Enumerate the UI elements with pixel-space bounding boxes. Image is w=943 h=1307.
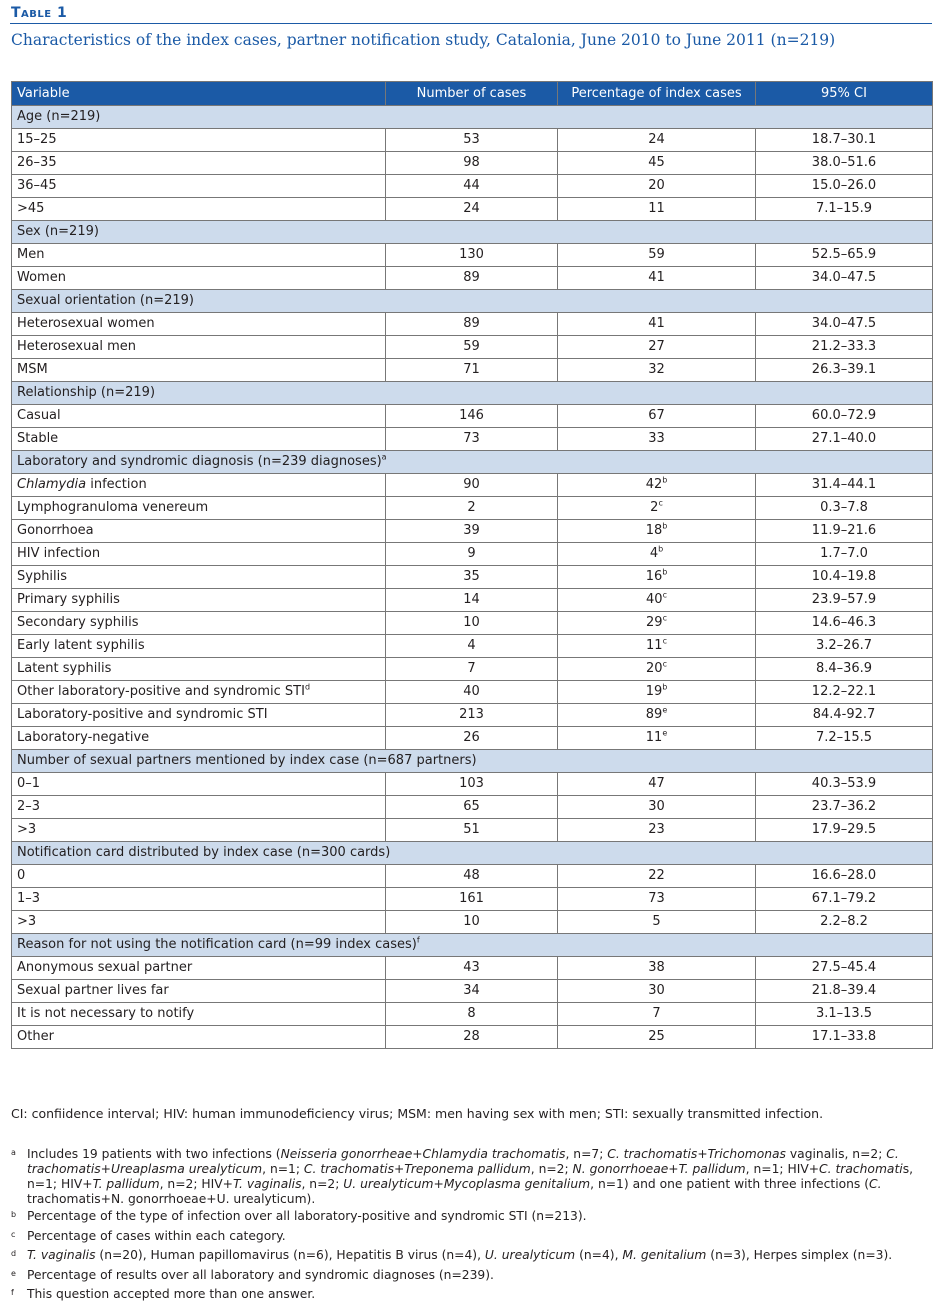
variable-cell — [12, 267, 386, 290]
section-row — [12, 382, 933, 405]
number-cell: 8 — [386, 1003, 558, 1026]
table-label: Table 1 — [11, 5, 68, 21]
variable-cell — [12, 980, 386, 1003]
table-body — [12, 106, 933, 1049]
ci-cell: 26.3–39.1 — [756, 359, 933, 382]
section-label: Laboratory and syndromic diagnosis (n=239 diagnoses)$^a$ — [12, 451, 933, 474]
footnote-text: Percentage of the type of infection over all laboratory-positive and syndromic STI (n=213). — [27, 1209, 587, 1223]
ci-cell: 23.7–36.2 — [756, 796, 933, 819]
table-row — [12, 129, 933, 152]
ci-cell: 17.1–33.8 — [756, 1026, 933, 1049]
percentage-cell: 11$^c$ — [558, 635, 756, 658]
number-cell: 39 — [386, 520, 558, 543]
variable-cell — [12, 152, 386, 175]
table-row — [12, 911, 933, 934]
footnote-mark: a — [11, 1148, 16, 1157]
variable-cell — [12, 796, 386, 819]
table-row — [12, 313, 933, 336]
variable-cell — [12, 589, 386, 612]
variable-cell — [12, 727, 386, 750]
variable-cell — [12, 773, 386, 796]
variable-cell — [12, 359, 386, 382]
number-cell: 24 — [386, 198, 558, 221]
percentage-cell: 30 — [558, 980, 756, 1003]
variable-label: Chlamydia — [17, 477, 87, 492]
ci-cell: 60.0–72.9 — [756, 405, 933, 428]
number-cell: 40 — [386, 681, 558, 704]
table-row — [12, 957, 933, 980]
ci-cell: 10.4–19.8 — [756, 566, 933, 589]
variable-label: Syphilis — [17, 569, 68, 584]
number-cell: 130 — [386, 244, 558, 267]
ci-cell: 3.1–13.5 — [756, 1003, 933, 1026]
ci-cell: 16.6–28.0 — [756, 865, 933, 888]
variable-cell — [12, 474, 386, 497]
number-cell: 71 — [386, 359, 558, 382]
footnote-marker: b — [662, 475, 668, 485]
percentage-cell: 30 — [558, 796, 756, 819]
percentage-cell: 29$^c$ — [558, 612, 756, 635]
variable-cell — [12, 888, 386, 911]
table-row — [12, 704, 933, 727]
footnote-marker: c — [662, 659, 667, 669]
table-row — [12, 658, 933, 681]
percentage-cell: 22 — [558, 865, 756, 888]
section-row — [12, 290, 933, 313]
percentage-cell: 40$^c$ — [558, 589, 756, 612]
number-cell: 89 — [386, 267, 558, 290]
variable-label: Early latent syphilis — [17, 638, 145, 653]
variable-label-rest: infection — [86, 477, 147, 492]
footnote-marker: c — [662, 636, 667, 646]
percentage-cell: 73 — [558, 888, 756, 911]
footnote-mark: c — [11, 1230, 16, 1239]
footnote-mark: f — [11, 1288, 14, 1297]
table-row — [12, 681, 933, 704]
characteristics-table — [11, 81, 933, 1049]
ci-cell: 21.8–39.4 — [756, 980, 933, 1003]
variable-label: Other laboratory-positive and syndromic STI — [17, 684, 305, 699]
footnote — [11, 1287, 931, 1302]
section-label: Notification card distributed by index case (n=300 cards) — [12, 842, 933, 865]
variable-cell — [12, 957, 386, 980]
variable-cell — [12, 658, 386, 681]
table-row — [12, 727, 933, 750]
ci-cell: 34.0–47.5 — [756, 267, 933, 290]
table-row — [12, 566, 933, 589]
number-cell: 59 — [386, 336, 558, 359]
footnote-text: Includes 19 patients with two infections (Neisseria gonorrheae+Chlamydia trachomatis, n=7; C. trachomatis+Trichomonas vaginalis, n=2; C. trachomatis+Ureaplasma urealyticum, n=1; C. trachomatis+Treponema pallidum, n=2; N. gonorrhoeae+T. pallidum, n=1; HIV+C. trachomatis, n=1; HIV+T. pallidum, n=2; HIV+T. vaginalis, n=2; U. urealyticum+Mycoplasma genitalium, n=1) and one patient with three infections (C. trachomatis+N. gonorrhoeae+U. urealyticum). — [27, 1147, 914, 1206]
variable-label: 1–3 — [17, 891, 41, 906]
ci-cell: 15.0–26.0 — [756, 175, 933, 198]
variable-cell — [12, 313, 386, 336]
variable-label: Heterosexual men — [17, 339, 136, 354]
table-row — [12, 520, 933, 543]
percentage-cell: 59 — [558, 244, 756, 267]
percentage-cell: 7 — [558, 1003, 756, 1026]
ci-cell: 14.6–46.3 — [756, 612, 933, 635]
table-row — [12, 796, 933, 819]
percentage-cell: 18$^b$ — [558, 520, 756, 543]
number-cell: 98 — [386, 152, 558, 175]
ci-cell: 52.5–65.9 — [756, 244, 933, 267]
variable-cell — [12, 819, 386, 842]
variable-label: Casual — [17, 408, 61, 423]
number-cell: 48 — [386, 865, 558, 888]
percentage-cell: 41 — [558, 313, 756, 336]
section-label: Number of sexual partners mentioned by index case (n=687 partners) — [12, 750, 933, 773]
percentage-cell: 32 — [558, 359, 756, 382]
footnote-text: Percentage of cases within each category. — [27, 1229, 286, 1243]
percentage-cell: 25 — [558, 1026, 756, 1049]
ci-cell: 34.0–47.5 — [756, 313, 933, 336]
title-rule — [10, 23, 932, 24]
variable-cell — [12, 1026, 386, 1049]
percentage-cell: 11e — [558, 727, 756, 750]
ci-cell: 18.7–30.1 — [756, 129, 933, 152]
ci-cell: 7.2–15.5 — [756, 727, 933, 750]
table-row — [12, 497, 933, 520]
table-row — [12, 244, 933, 267]
footnote-mark: d — [11, 1249, 17, 1258]
variable-label: Sexual partner lives far — [17, 983, 169, 998]
percentage-cell: 45 — [558, 152, 756, 175]
number-cell: 146 — [386, 405, 558, 428]
number-cell: 34 — [386, 980, 558, 1003]
number-cell: 89 — [386, 313, 558, 336]
percentage-cell: 24 — [558, 129, 756, 152]
percentage-cell: 2$^c$ — [558, 497, 756, 520]
abbreviations-note: CI: confiidence interval; HIV: human immunodeficiency virus; MSM: men having sex with men; STI: sexually transmitted infection. — [11, 1106, 824, 1121]
column-header-ci: 95% CI — [756, 82, 933, 106]
variable-label: 0–1 — [17, 776, 41, 791]
footnote-marker: b — [662, 521, 668, 531]
table-row — [12, 888, 933, 911]
section-row — [12, 750, 933, 773]
percentage-cell: 20$^c$ — [558, 658, 756, 681]
variable-label: 0 — [17, 868, 26, 883]
ci-cell: 1.7–7.0 — [756, 543, 933, 566]
footnote-mark: b — [11, 1210, 17, 1219]
variable-label: Lymphogranuloma venereum — [17, 500, 209, 515]
percentage-cell: 42$^b$ — [558, 474, 756, 497]
footnote — [11, 1248, 931, 1263]
percentage-cell: 89e — [558, 704, 756, 727]
footnote-marker: d — [304, 682, 311, 692]
table-row — [12, 635, 933, 658]
percentage-cell: 67 — [558, 405, 756, 428]
ci-cell: 23.9–57.9 — [756, 589, 933, 612]
section-row — [12, 934, 933, 957]
footnote-text: T. vaginalis (n=20), Human papillomavirus (n=6), Hepatitis B virus (n=4), U. urealyticum (n=4), M. genitalium (n=3), Herpes simplex (n=3). — [27, 1248, 893, 1262]
percentage-cell: 11 — [558, 198, 756, 221]
table-row — [12, 773, 933, 796]
variable-label: Latent syphilis — [17, 661, 112, 676]
footnote-marker: c — [662, 590, 667, 600]
ci-cell: 31.4–44.1 — [756, 474, 933, 497]
footnote — [11, 1209, 931, 1224]
table-row — [12, 819, 933, 842]
ci-cell: 21.2–33.3 — [756, 336, 933, 359]
ci-cell: 11.9–21.6 — [756, 520, 933, 543]
variable-cell — [12, 635, 386, 658]
ci-cell: 8.4–36.9 — [756, 658, 933, 681]
table-row — [12, 589, 933, 612]
number-cell: 28 — [386, 1026, 558, 1049]
number-cell: 35 — [386, 566, 558, 589]
variable-cell — [12, 198, 386, 221]
number-cell: 43 — [386, 957, 558, 980]
variable-label: Heterosexual women — [17, 316, 155, 331]
footnote-marker: c — [662, 613, 667, 623]
number-cell: 65 — [386, 796, 558, 819]
percentage-cell: 41 — [558, 267, 756, 290]
ci-cell: 40.3–53.9 — [756, 773, 933, 796]
variable-cell — [12, 175, 386, 198]
number-cell: 213 — [386, 704, 558, 727]
section-label: Age (n=219) — [12, 106, 933, 129]
percentage-cell: 16$^b$ — [558, 566, 756, 589]
variable-label: Laboratory-positive and syndromic STI — [17, 707, 268, 722]
variable-cell — [12, 566, 386, 589]
variable-label: HIV infection — [17, 546, 101, 561]
footnote-marker: e — [662, 728, 668, 738]
section-label: Reason for not using the notification card (n=99 index cases)$^f$ — [12, 934, 933, 957]
table-row — [12, 198, 933, 221]
number-cell: 53 — [386, 129, 558, 152]
variable-label: Primary syphilis — [17, 592, 120, 607]
section-label: Sex (n=219) — [12, 221, 933, 244]
table-row — [12, 980, 933, 1003]
variable-cell — [12, 405, 386, 428]
table-row — [12, 1026, 933, 1049]
ci-cell: 27.5–45.4 — [756, 957, 933, 980]
variable-label: MSM — [17, 362, 48, 377]
footnote-marker: c — [658, 498, 663, 508]
percentage-cell: 38 — [558, 957, 756, 980]
footnote — [11, 1147, 931, 1207]
footnote-marker: f — [416, 935, 420, 945]
section-row — [12, 221, 933, 244]
column-header-variable: Variable — [12, 82, 386, 106]
percentage-cell: 19$^b$ — [558, 681, 756, 704]
number-cell: 10 — [386, 612, 558, 635]
footnote — [11, 1268, 931, 1283]
footnote-marker: b — [658, 544, 664, 554]
number-cell: 103 — [386, 773, 558, 796]
ci-cell: 67.1–79.2 — [756, 888, 933, 911]
variable-label: It is not necessary to notify — [17, 1006, 195, 1021]
variable-label: >3 — [17, 914, 37, 929]
column-header-percentage: Percentage of index cases — [558, 82, 756, 106]
number-cell: 73 — [386, 428, 558, 451]
variable-label: Women — [17, 270, 66, 285]
section-label: Relationship (n=219) — [12, 382, 933, 405]
variable-cell — [12, 543, 386, 566]
variable-cell — [12, 520, 386, 543]
variable-cell — [12, 336, 386, 359]
percentage-cell: 27 — [558, 336, 756, 359]
variable-cell — [12, 129, 386, 152]
table-row — [12, 428, 933, 451]
variable-label: >45 — [17, 201, 45, 216]
table-row — [12, 336, 933, 359]
footnote-text: Percentage of results over all laboratory and syndromic diagnoses (n=239). — [27, 1268, 494, 1282]
variable-cell — [12, 428, 386, 451]
ci-cell: 0.3–7.8 — [756, 497, 933, 520]
footnote — [11, 1229, 931, 1244]
table-row — [12, 474, 933, 497]
header-row — [12, 82, 933, 106]
variable-cell — [12, 244, 386, 267]
footnote-mark: e — [11, 1269, 16, 1278]
variable-label: Gonorrhoea — [17, 523, 94, 538]
ci-cell: 27.1–40.0 — [756, 428, 933, 451]
variable-label: 26–35 — [17, 155, 57, 170]
ci-cell: 3.2–26.7 — [756, 635, 933, 658]
number-cell: 2 — [386, 497, 558, 520]
percentage-cell: 5 — [558, 911, 756, 934]
percentage-cell: 23 — [558, 819, 756, 842]
ci-cell: 2.2–8.2 — [756, 911, 933, 934]
variable-label: 36–45 — [17, 178, 57, 193]
table-row — [12, 612, 933, 635]
number-cell: 14 — [386, 589, 558, 612]
variable-label: 15–25 — [17, 132, 57, 147]
variable-label: Stable — [17, 431, 59, 446]
number-cell: 26 — [386, 727, 558, 750]
variable-cell — [12, 497, 386, 520]
ci-cell: 38.0–51.6 — [756, 152, 933, 175]
table-row — [12, 1003, 933, 1026]
number-cell: 7 — [386, 658, 558, 681]
section-row — [12, 106, 933, 129]
variable-cell — [12, 865, 386, 888]
number-cell: 9 — [386, 543, 558, 566]
number-cell: 90 — [386, 474, 558, 497]
number-cell: 161 — [386, 888, 558, 911]
number-cell: 4 — [386, 635, 558, 658]
table-row — [12, 543, 933, 566]
variable-cell — [12, 911, 386, 934]
percentage-cell: 47 — [558, 773, 756, 796]
number-cell: 10 — [386, 911, 558, 934]
footnote-text: This question accepted more than one answer. — [27, 1287, 316, 1301]
variable-cell — [12, 1003, 386, 1026]
footnote-marker: b — [662, 682, 668, 692]
table-row — [12, 152, 933, 175]
number-cell: 44 — [386, 175, 558, 198]
variable-cell — [12, 612, 386, 635]
percentage-cell: 20 — [558, 175, 756, 198]
ci-cell: 84.4-92.7 — [756, 704, 933, 727]
table-row — [12, 359, 933, 382]
variable-label: >3 — [17, 822, 37, 837]
number-cell: 51 — [386, 819, 558, 842]
variable-label: Anonymous sexual partner — [17, 960, 193, 975]
table-row — [12, 865, 933, 888]
column-header-number: Number of cases — [386, 82, 558, 106]
percentage-cell: 33 — [558, 428, 756, 451]
variable-cell — [12, 704, 386, 727]
section-row — [12, 842, 933, 865]
variable-label: Men — [17, 247, 45, 262]
variable-label: Secondary syphilis — [17, 615, 139, 630]
ci-cell: 12.2–22.1 — [756, 681, 933, 704]
table-row — [12, 267, 933, 290]
percentage-cell: 4$^b$ — [558, 543, 756, 566]
ci-cell: 7.1–15.9 — [756, 198, 933, 221]
variable-cell — [12, 681, 386, 704]
footnote-marker: b — [662, 567, 668, 577]
table-row — [12, 175, 933, 198]
table-caption: Characteristics of the index cases, partner notification study, Catalonia, June 2010 to June 2011 (n=219) — [11, 31, 836, 49]
footnote-marker: e — [662, 705, 668, 715]
variable-label: Other — [17, 1029, 54, 1044]
table-row — [12, 405, 933, 428]
variable-label: Laboratory-negative — [17, 730, 150, 745]
section-label: Sexual orientation (n=219) — [12, 290, 933, 313]
section-row — [12, 451, 933, 474]
footnote-marker: a — [381, 452, 387, 462]
variable-label: 2–3 — [17, 799, 41, 814]
ci-cell: 17.9–29.5 — [756, 819, 933, 842]
